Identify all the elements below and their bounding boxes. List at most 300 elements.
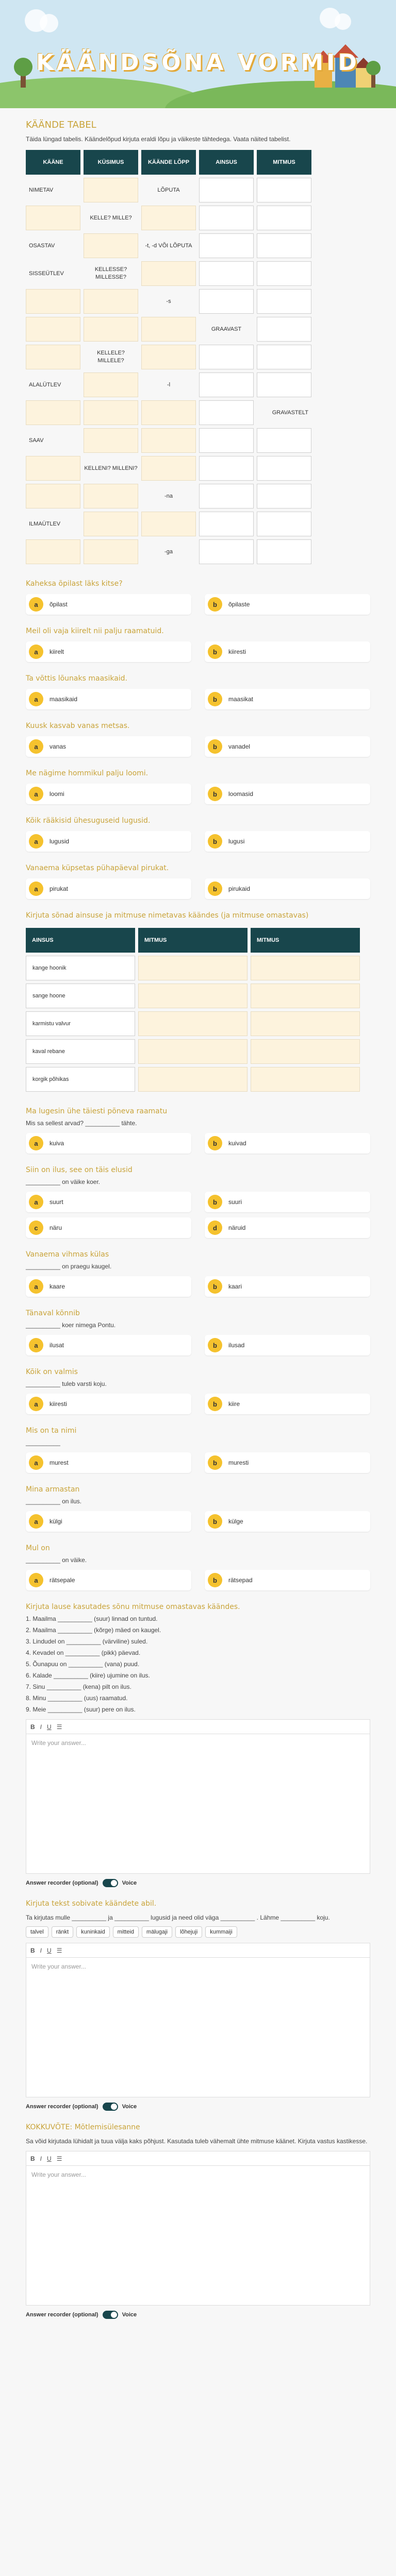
option-text: näruid xyxy=(228,1224,246,1231)
word-chip[interactable]: talvel xyxy=(26,1926,48,1938)
options xyxy=(26,1276,370,1297)
option-a[interactable] xyxy=(26,689,191,709)
option-a[interactable] xyxy=(26,736,191,757)
question-title: Kaheksa õpilast läks kitse? xyxy=(26,580,123,588)
editor-toolbar xyxy=(26,2151,370,2166)
option-a[interactable] xyxy=(26,878,191,899)
grid-row xyxy=(26,400,311,425)
option-badge: a xyxy=(29,597,43,612)
fill-question xyxy=(26,1426,370,1473)
question-title: Meil oli vaja kiirelt nii palju raamatuid. xyxy=(26,627,164,635)
options xyxy=(26,1570,370,1590)
list-icon[interactable]: ☰ xyxy=(56,1946,62,1954)
grid-input-cell[interactable] xyxy=(26,400,80,425)
option-text: kiiresti xyxy=(50,1400,68,1408)
table3-header: MITMUS xyxy=(251,928,360,953)
option-badge: a xyxy=(29,1455,43,1470)
option-a[interactable] xyxy=(26,831,191,852)
grid-label: ILMAÜTLEV xyxy=(29,520,61,527)
grid-input-cell[interactable] xyxy=(257,456,311,481)
grid-input-cell[interactable] xyxy=(141,400,196,425)
option-b[interactable] xyxy=(205,1192,370,1212)
option-b[interactable] xyxy=(205,831,370,852)
question xyxy=(26,768,370,804)
fill-line: __________ tuleb varsti koju. xyxy=(26,1380,107,1387)
grid-input-cell[interactable] xyxy=(26,539,80,564)
grid-input-cell[interactable] xyxy=(199,206,254,230)
writing-line: 3. Lindudel on __________ (värviline) suled. xyxy=(26,1638,148,1645)
option-b[interactable] xyxy=(205,641,370,662)
grid-label: KELLESSE? MILLESSE? xyxy=(94,266,127,280)
question-title: Vanaema küpsetas pühapäeval pirukat. xyxy=(26,864,169,872)
grid-label: -l xyxy=(167,381,171,388)
grid-input-cell[interactable] xyxy=(257,539,311,564)
option-text: rätsepale xyxy=(50,1577,75,1584)
option-badge: a xyxy=(29,645,43,659)
grid-row xyxy=(26,484,311,509)
table3-title: Kirjuta sõnad ainsuse ja mitmuse nimetavas käändes (ja mitmuse omastavas) xyxy=(26,911,309,920)
fill-title: Mul on xyxy=(26,1544,50,1552)
grid-header: MITMUS xyxy=(257,150,311,175)
fill-line: __________ xyxy=(26,1439,60,1446)
answer-recorder xyxy=(26,2311,370,2319)
option-badge: a xyxy=(29,1573,43,1587)
grid-label: -t, -d VÕI LÕPUTA xyxy=(145,242,192,249)
option-b[interactable] xyxy=(205,689,370,709)
word-chip[interactable]: ränkt xyxy=(52,1926,73,1938)
option-badge: a xyxy=(29,834,43,849)
grid-label: GRAAVAST xyxy=(211,326,242,332)
grid-input-cell[interactable] xyxy=(199,345,254,369)
fill-title: Mina armastan xyxy=(26,1485,80,1494)
voice-label: Voice xyxy=(122,1880,137,1886)
grid-input-cell[interactable] xyxy=(257,206,311,230)
answer-recorder xyxy=(26,2103,370,2111)
options xyxy=(26,736,370,757)
banner-title: KÄÄNDSÕNA VORMID xyxy=(36,49,360,76)
grid-input-cell[interactable] xyxy=(84,484,138,509)
grid-input-cell[interactable] xyxy=(141,456,196,481)
grid-input-cell[interactable] xyxy=(257,261,311,286)
option-b[interactable] xyxy=(205,1452,370,1473)
writing2-text: Ta kirjutas mulle __________ ja __________ lugusid ja need olid väga __________ . Lähme __________ koju. xyxy=(26,1914,330,1921)
option-text: maasikaid xyxy=(50,696,78,703)
grid-row xyxy=(26,372,311,397)
recorder-toggle[interactable] xyxy=(103,1879,118,1887)
declension-grid xyxy=(23,147,315,567)
answer-area[interactable]: Write your answer... xyxy=(31,1963,86,1970)
option-badge: a xyxy=(29,1514,43,1529)
bold-icon[interactable]: B xyxy=(30,2155,35,2162)
grid-input-cell[interactable] xyxy=(257,345,311,369)
writing-line: 2. Maailma __________ (kõrge) mäed on kaugel. xyxy=(26,1626,161,1634)
option-text: pirukaid xyxy=(228,885,251,892)
option-a[interactable] xyxy=(26,1276,191,1297)
word-chip[interactable]: mitteid xyxy=(113,1926,139,1938)
grid-input-cell[interactable] xyxy=(84,428,138,453)
table3-input-cell[interactable] xyxy=(251,956,360,980)
option-b[interactable] xyxy=(205,1394,370,1414)
answer-editor-3[interactable] xyxy=(26,2151,370,2306)
grid-input-cell[interactable] xyxy=(26,289,80,314)
option-b[interactable] xyxy=(205,784,370,804)
grid-input-cell[interactable] xyxy=(199,512,254,536)
grid-input-cell[interactable] xyxy=(84,512,138,536)
option-b[interactable] xyxy=(205,736,370,757)
option-badge: b xyxy=(208,1573,222,1587)
question xyxy=(26,626,370,662)
grid-row xyxy=(26,233,311,258)
word-chip[interactable]: kummaiji xyxy=(205,1926,237,1938)
grid-label: -na xyxy=(164,493,173,499)
option-badge: b xyxy=(208,787,222,801)
option-text: külgi xyxy=(50,1518,62,1525)
table3-word: karmistu valvur xyxy=(26,1011,135,1036)
grid-input-cell[interactable] xyxy=(199,484,254,509)
recorder-toggle[interactable] xyxy=(103,2103,118,2111)
answer-editor-1[interactable] xyxy=(26,1719,370,1874)
option-b[interactable] xyxy=(205,1276,370,1297)
fill-line: __________ on väike koer. xyxy=(26,1178,101,1185)
option-text: muresti xyxy=(228,1459,249,1466)
table3-word: kaval rebane xyxy=(26,1039,135,1064)
option-text: õpilast xyxy=(50,601,68,608)
grid-label: GRAVASTELT xyxy=(272,409,308,416)
table3-row xyxy=(26,1067,360,1092)
writing-line: 9. Meie __________ (suur) pere on ilus. xyxy=(26,1706,136,1713)
writing1-title: Kirjuta lause kasutades sõnu mitmuse omastavas käändes. xyxy=(26,1603,240,1611)
voice-label: Voice xyxy=(122,2312,137,2318)
option-badge: a xyxy=(29,1136,43,1150)
grid-input-cell[interactable] xyxy=(257,428,311,453)
answer-recorder xyxy=(26,1879,370,1887)
question xyxy=(26,816,370,852)
option-a[interactable] xyxy=(26,1570,191,1590)
italic-icon[interactable]: I xyxy=(40,1946,42,1954)
banner xyxy=(0,0,396,108)
option-badge: a xyxy=(29,787,43,801)
option-badge: b xyxy=(208,1514,222,1529)
grid-label: -ga xyxy=(164,548,173,555)
writing2-title: Kirjuta tekst sobivate käändete abil. xyxy=(26,1900,157,1908)
grid-input-cell[interactable] xyxy=(141,261,196,286)
option-text: suurt xyxy=(50,1198,63,1206)
option-text: kaari xyxy=(228,1283,242,1290)
grid-input-cell[interactable] xyxy=(26,206,80,230)
options xyxy=(26,1511,370,1532)
grid-input-cell[interactable] xyxy=(141,512,196,536)
fill-line: __________ on väike. xyxy=(26,1556,87,1564)
option-text: kaare xyxy=(50,1283,65,1290)
options xyxy=(26,784,370,804)
grid-input-cell[interactable] xyxy=(84,539,138,564)
option-text: loomasid xyxy=(228,790,254,798)
grid-header: AINSUS xyxy=(199,150,254,175)
option-a[interactable] xyxy=(26,1452,191,1473)
fill-question xyxy=(26,1308,370,1355)
option-b[interactable] xyxy=(205,1570,370,1590)
grid-row xyxy=(26,512,311,536)
option-text: rätsepad xyxy=(228,1577,253,1584)
grid-input-cell[interactable] xyxy=(199,428,254,453)
option-badge: a xyxy=(29,1338,43,1352)
writing-line: 4. Kevadel on __________ (pikk) päevad. xyxy=(26,1649,141,1656)
writing-line: 1. Maailma __________ (suur) linnad on tuntud. xyxy=(26,1615,158,1622)
grid-input-cell[interactable] xyxy=(199,539,254,564)
grid-label: LÕPUTA xyxy=(157,187,180,193)
options xyxy=(26,878,370,899)
option-badge: b xyxy=(208,1338,222,1352)
fill-question xyxy=(26,1249,370,1297)
fill-line: __________ on ilus. xyxy=(26,1498,82,1505)
word-chip[interactable]: lõhejuji xyxy=(175,1926,202,1938)
editor-toolbar xyxy=(26,1943,370,1958)
option-text: kiiresti xyxy=(228,648,246,655)
fill-question xyxy=(26,1367,370,1414)
fill-title: Kõik on valmis xyxy=(26,1368,78,1376)
table3-row xyxy=(26,984,360,1008)
option-text: suuri xyxy=(228,1198,242,1206)
option-text: loomi xyxy=(50,790,64,798)
table3-input-cell[interactable] xyxy=(251,1011,360,1036)
table3-input-cell[interactable] xyxy=(251,984,360,1008)
option-a[interactable] xyxy=(26,1133,191,1154)
option-a[interactable] xyxy=(26,1511,191,1532)
grid-input-cell[interactable] xyxy=(257,372,311,397)
option-b[interactable] xyxy=(205,1133,370,1154)
option-text: pirukat xyxy=(50,885,69,892)
grid-input-cell[interactable] xyxy=(141,345,196,369)
answer-area[interactable]: Write your answer... xyxy=(31,1739,86,1747)
fill-question xyxy=(26,1484,370,1532)
italic-icon[interactable]: I xyxy=(40,1723,42,1731)
grid-input-cell[interactable] xyxy=(141,428,196,453)
option-badge: b xyxy=(208,1397,222,1411)
voice-label: Voice xyxy=(122,2104,137,2110)
grid-row xyxy=(26,178,311,202)
table3-word: korgik põhikas xyxy=(26,1067,135,1092)
option-badge: b xyxy=(208,597,222,612)
option-a[interactable] xyxy=(26,594,191,615)
grid-input-cell[interactable] xyxy=(84,317,138,342)
question xyxy=(26,721,370,757)
grid-input-cell[interactable] xyxy=(84,289,138,314)
table3-input-cell[interactable] xyxy=(138,984,248,1008)
grid-input-cell[interactable] xyxy=(84,400,138,425)
italic-icon[interactable]: I xyxy=(40,2155,42,2162)
fill-title: Mis on ta nimi xyxy=(26,1427,77,1435)
fill-line: __________ koer nimega Pontu. xyxy=(26,1321,116,1329)
option-badge: b xyxy=(208,1455,222,1470)
option-text: kuivad xyxy=(228,1140,246,1147)
fill-line: Mis sa sellest arvad? __________ tähte. xyxy=(26,1120,137,1127)
grid-input-cell[interactable] xyxy=(199,372,254,397)
grid-row xyxy=(26,428,311,453)
option-a[interactable] xyxy=(26,641,191,662)
option-b[interactable] xyxy=(205,1511,370,1532)
grid-label: OSASTAV xyxy=(29,242,55,249)
grid-label: KELLENI? MILLENI? xyxy=(84,465,138,471)
table3-header: MITMUS xyxy=(138,928,248,953)
option-badge: d xyxy=(208,1221,222,1235)
fill-title: Siin on ilus, see on täis elusid xyxy=(26,1166,133,1174)
option-badge: b xyxy=(208,1136,222,1150)
grid-input-cell[interactable] xyxy=(199,400,254,425)
plural-table xyxy=(23,925,363,1095)
option-text: kiirelt xyxy=(50,648,64,655)
grid-input-cell[interactable] xyxy=(26,317,80,342)
option-badge: a xyxy=(29,882,43,896)
option-badge: b xyxy=(208,882,222,896)
grid-input-cell[interactable] xyxy=(199,178,254,202)
answer-area[interactable]: Write your answer... xyxy=(31,2171,86,2178)
list-icon[interactable]: ☰ xyxy=(56,2155,62,2162)
question xyxy=(26,579,370,615)
grid-input-cell[interactable] xyxy=(199,289,254,314)
option-d[interactable] xyxy=(205,1217,370,1238)
grid-input-cell[interactable] xyxy=(199,233,254,258)
options xyxy=(26,1452,370,1473)
grid-input-cell[interactable] xyxy=(26,484,80,509)
option-c[interactable] xyxy=(26,1217,191,1238)
grid-header: KÜSIMUS xyxy=(84,150,138,175)
grid-row xyxy=(26,261,311,286)
question-title: Kuusk kasvab vanas metsas. xyxy=(26,722,130,730)
option-badge: b xyxy=(208,834,222,849)
option-text: lugusi xyxy=(228,838,245,845)
table3-input-cell[interactable] xyxy=(138,1067,248,1092)
option-text: kuiva xyxy=(50,1140,64,1147)
final-title: KOKKUVÕTE: Mõtlemisülesanne xyxy=(26,2123,140,2131)
grid-label: KELLELE? MILLELE? xyxy=(97,350,125,364)
writing-line: 6. Kalade __________ (kiire) ujumine on ilus. xyxy=(26,1672,150,1679)
fill-question xyxy=(26,1106,370,1154)
option-a[interactable] xyxy=(26,784,191,804)
question xyxy=(26,863,370,899)
option-badge: a xyxy=(29,1279,43,1294)
word-bank xyxy=(26,1926,370,1938)
table3-row xyxy=(26,956,360,980)
grid-label: NIMETAV xyxy=(29,187,54,193)
option-b[interactable] xyxy=(205,1335,370,1355)
option-text: maasikat xyxy=(228,696,254,703)
options xyxy=(26,831,370,852)
grid-input-cell[interactable] xyxy=(257,512,311,536)
grid-input-cell[interactable] xyxy=(84,178,138,202)
grid-input-cell[interactable] xyxy=(141,206,196,230)
bold-icon[interactable]: B xyxy=(30,1723,35,1731)
grid-input-cell[interactable] xyxy=(84,372,138,397)
underline-icon[interactable]: U xyxy=(47,1723,52,1731)
fill-question xyxy=(26,1165,370,1238)
option-a[interactable] xyxy=(26,1335,191,1355)
option-text: ilusad xyxy=(228,1342,245,1349)
underline-icon[interactable]: U xyxy=(47,2155,52,2162)
grid-row xyxy=(26,206,311,230)
word-chip[interactable]: mälugaji xyxy=(142,1926,172,1938)
answer-editor-2[interactable] xyxy=(26,1943,370,2097)
option-badge: b xyxy=(208,692,222,706)
table3-input-cell[interactable] xyxy=(138,956,248,980)
fill-line: __________ on praegu kaugel. xyxy=(26,1263,112,1270)
intro-title: KÄÄNDE TABEL xyxy=(26,120,96,130)
options xyxy=(26,1133,370,1154)
table3-input-cell[interactable] xyxy=(251,1067,360,1092)
grid-input-cell[interactable] xyxy=(257,484,311,509)
underline-icon[interactable]: U xyxy=(47,1946,52,1954)
options xyxy=(26,641,370,662)
recorder-label: Answer recorder (optional) xyxy=(26,2312,98,2318)
bold-icon[interactable]: B xyxy=(30,1946,35,1954)
grid-input-cell[interactable] xyxy=(199,456,254,481)
table3-row xyxy=(26,1011,360,1036)
option-badge: c xyxy=(29,1221,43,1235)
grid-input-cell[interactable] xyxy=(141,317,196,342)
option-text: kiire xyxy=(228,1400,240,1408)
option-badge: b xyxy=(208,1195,222,1209)
options xyxy=(26,594,370,615)
option-a[interactable] xyxy=(26,1192,191,1212)
question-title: Kõik rääkisid ühesuguseid lugusid. xyxy=(26,817,151,825)
recorder-label: Answer recorder (optional) xyxy=(26,2104,98,2110)
grid-header: KÄÄNE xyxy=(26,150,80,175)
option-text: külge xyxy=(228,1518,243,1525)
option-badge: a xyxy=(29,692,43,706)
option-badge: a xyxy=(29,1195,43,1209)
grid-input-cell[interactable] xyxy=(26,345,80,369)
writing-line: 8. Minu __________ (uus) raamatud. xyxy=(26,1694,128,1702)
table3-header: AINSUS xyxy=(26,928,135,953)
fill-question xyxy=(26,1543,370,1590)
option-a[interactable] xyxy=(26,1394,191,1414)
option-b[interactable] xyxy=(205,878,370,899)
options xyxy=(26,1192,370,1212)
table3-word: kange hoonik xyxy=(26,956,135,980)
grid-label: ALALÜTLEV xyxy=(29,381,61,388)
option-badge: b xyxy=(208,739,222,754)
table3-input-cell[interactable] xyxy=(138,1039,248,1064)
content xyxy=(0,120,396,2334)
grid-input-cell[interactable] xyxy=(26,456,80,481)
fill-title: Vanaema vihmas külas xyxy=(26,1250,109,1259)
grid-input-cell[interactable] xyxy=(199,261,254,286)
question-title: Me nägime hommikul palju loomi. xyxy=(26,769,148,777)
option-badge: b xyxy=(208,645,222,659)
fill-title: Tänaval kõnnib xyxy=(26,1309,80,1317)
grid-label: SISSEÜTLEV xyxy=(29,270,64,277)
option-badge: b xyxy=(208,1279,222,1294)
option-b[interactable] xyxy=(205,594,370,615)
option-text: vanadel xyxy=(228,743,251,750)
word-chip[interactable]: kuninkaid xyxy=(76,1926,109,1938)
list-icon[interactable]: ☰ xyxy=(56,1723,62,1731)
grid-row xyxy=(26,345,311,369)
grid-input-cell[interactable] xyxy=(257,317,311,342)
grid-row xyxy=(26,317,311,342)
editor-toolbar xyxy=(26,1720,370,1734)
recorder-toggle[interactable] xyxy=(103,2311,118,2319)
grid-input-cell[interactable] xyxy=(257,289,311,314)
table3-input-cell[interactable] xyxy=(251,1039,360,1064)
grid-input-cell[interactable] xyxy=(257,178,311,202)
table3-input-cell[interactable] xyxy=(138,1011,248,1036)
grid-input-cell[interactable] xyxy=(84,233,138,258)
options xyxy=(26,1217,370,1238)
options xyxy=(26,1335,370,1355)
grid-input-cell[interactable] xyxy=(257,233,311,258)
final-text: Sa võid kirjutada lühidalt ja tuua välja kaks põhjust. Kasutada tuleb vähemalt ühte mitmuse käänet. Kirjuta vastus kastikesse. xyxy=(26,2138,368,2145)
table3-row xyxy=(26,1039,360,1064)
